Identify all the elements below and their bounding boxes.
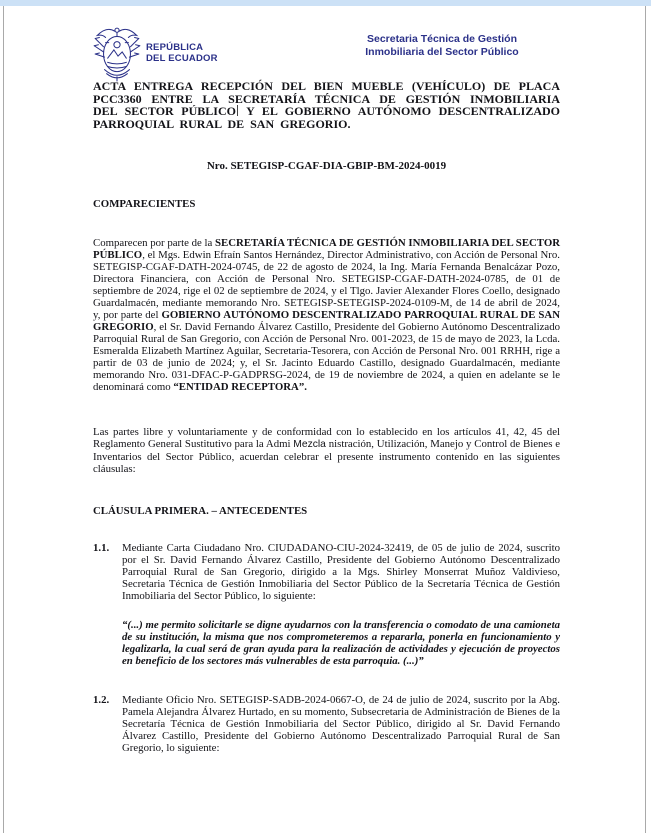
document-content xyxy=(93,6,560,754)
item-text: Mediante Carta Ciudadano Nro. CIUDADANO-CIU-2024-32419, de 05 de julio de 2024, suscrito por el Sr. David Fernando Álvarez Castillo, Presidente del Gobierno Autónomo Descentralizado Parroquial Rural de San Gregorio, dirigido a la Mgs. Shirley Monserrat Muñoz Valdivieso, Secretaria Técnica de Gestión Inmobiliaria del Sector Público de la Secretaría Técnica de Gestión Inmobiliaria del Sector Público, lo siguiente: xyxy=(122,542,560,602)
document-page[interactable] xyxy=(3,6,646,833)
item-number: 1.1. xyxy=(93,542,110,554)
item-number: 1.2. xyxy=(93,694,110,706)
org-name-line2: Inmobiliaria del Sector Público xyxy=(365,46,519,58)
document-number: Nro. SETEGISP-CGAF-DIA-GBIP-BM-2024-0019 xyxy=(206,160,447,172)
text-cursor xyxy=(237,105,238,116)
numbered-item-1-1 xyxy=(93,542,560,602)
clause-1-heading: CLÁUSULA PRIMERA. – ANTECEDENTES xyxy=(93,505,308,517)
seal-org-name: REPÚBLICA DEL ECUADOR xyxy=(146,42,218,64)
citizen-request-quote: “(...) me permito solicitarle se digne ayudarnos con la transferencia o comodato de una camioneta de su institución, la misma que nos comprometeremos a repararla, ponerla en funcionamiento y legalizarla, la cual será de gran ayuda para la realización de actividades y ejecución de proyectos en beneficio de los sectores más vulnerables de esta parroquia. (...)” xyxy=(122,619,560,667)
org-name-line1: Secretaria Técnica de Gestión xyxy=(367,33,517,45)
comparecientes-heading: COMPARECIENTES xyxy=(93,198,196,210)
item-text: Mediante Oficio Nro. SETEGISP-SADB-2024-0667-O, de 24 de julio de 2024, suscrito por la Abg. Pamela Alejandra Álvarez Hurtado, en su momento, Subsecretaria de Administración de Bienes de la Secretaría Técnica de Gestión Inmobiliaria del Sector Público, dirigido al Sr. David Fernando Álvarez Castillo, Presidente del Gobierno Autónomo Descentralizado Parroquial Rural de San Gregorio, lo siguiente: xyxy=(122,694,560,754)
numbered-item-1-2 xyxy=(93,694,560,754)
document-title: ACTA ENTREGA RECEPCIÓN DEL BIEN MUEBLE (VEHÍCULO) DE PLACA PCC3360 ENTRE LA SECRETARÍA TÉCNICA DE GESTIÓN INMOBILIARIA DEL SECTOR PÚBLICO Y EL GOBIERNO AUTÓNOMO DESCENTRALIZADO PARROQUIAL RURAL DE SAN GREGORIO. xyxy=(93,79,560,131)
paragraph-las-partes: Las partes libre y voluntariamente y de conformidad con lo establecido en los artículos 41, 42, 45 del Reglamento General Sustitutivo para la Admi Mezcla nistración, Utilización, Manejo y Control de Bienes e Inventarios del Sector Público, acuerdan celebrar el presente instrumento contenido en las siguientes cláusulas: xyxy=(93,426,560,475)
paragraph-comparecen: Comparecen por parte de la SECRETARÍA TÉCNICA DE GESTIÓN INMOBILIARIA DEL SECTOR PÚBLICO, el Mgs. Edwin Efraín Santos Hernández, Director Administrativo, con Acción de Personal Nro. SETEGISP-CGAF-DATH-2024-0745, de 22 de agosto de 2024, la Ing. María Fernanda Benalcázar Pozo, Directora Financiera, con Acción de Personal Nro. SETEGISP-CGAF-DATH-2024-0785, de 01 de septiembre de 2024, rige el 02 de septiembre de 2024, y el Tlgo. Javier Alexander Flores Coello, designado Guardalmacén, mediante memorando Nro. SETEGISP-SETEGISP-2024-0109-M, de 14 de abril de 2024, y, por parte del GOBIERNO AUTÓNOMO DESCENTRALIZADO PARROQUIAL RURAL DE SAN GREGORIO, el Sr. David Fernando Álvarez Castillo, Presidente del Gobierno Autónomo Descentralizado Parroquial Rural de San Gregorio, con Acción de Personal Nro. 001-2023, de 15 de mayo de 2023, la Lcda. Esmeralda Elizabeth Martínez Aguilar, Secretaria-Tesorera, con Acción de Personal Nro. 001 RRHH, rige a partir de 03 de junio de 2024; y, el Sr. Jacinto Eduardo Castillo, designado Guardalmacén, mediante memorando Nro. 031-DFAC-P-GADPRSG-2024, de 19 de noviembre de 2024, a quien en adelante se le denominará como “ENTIDAD RECEPTORA”. xyxy=(93,237,561,393)
